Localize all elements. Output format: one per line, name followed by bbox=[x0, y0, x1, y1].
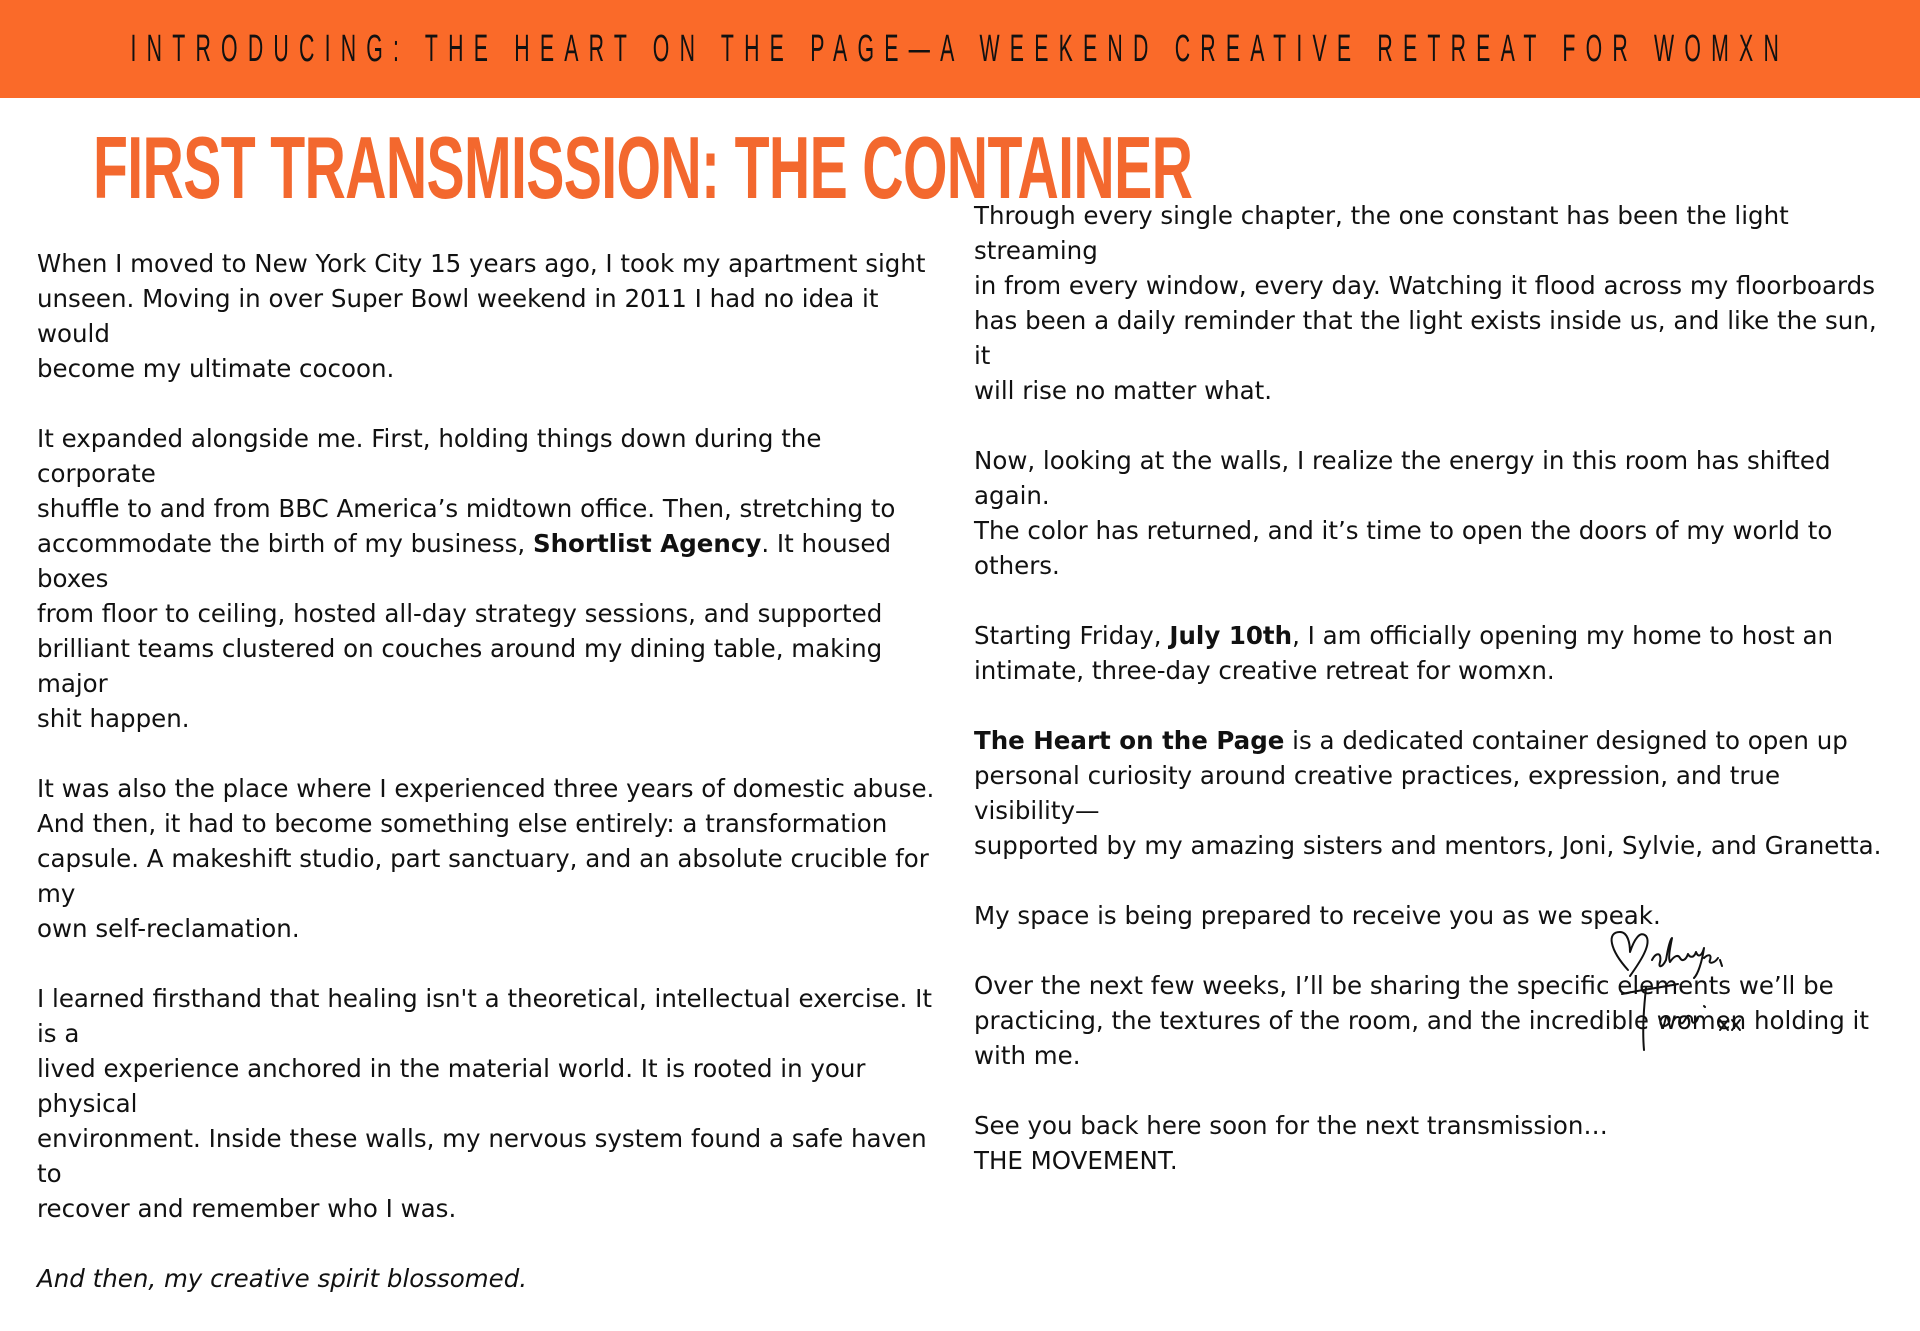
banner-title: INTRODUCING: THE HEART ON THE PAGE—A WEEKEND CREATIVE RETREAT FOR WOMXN bbox=[130, 27, 1790, 70]
paragraph-text: Starting Friday, bbox=[974, 621, 1170, 650]
left-paragraph-1: When I moved to New York City 15 years ago, I took my apartment sight unseen. Moving in over Super Bowl weekend in 2011 I had no idea it would become my ultimate cocoon. bbox=[37, 249, 926, 383]
business-name: Shortlist Agency bbox=[532, 529, 762, 558]
right-paragraph-6: Over the next few weeks, I’ll be sharing the specific elements we’ll be practicing, the textures of the room, and the incredible women holding it with me. bbox=[974, 971, 1869, 1070]
retreat-date: July 10th bbox=[1169, 621, 1293, 650]
right-paragraph-1: Through every single chapter, the one constant has been the light streaming in from every window, every day. Watching it flood across my floorboards has been a daily reminder that the light exists inside us, and like the sun, it will rise no matter what. bbox=[974, 201, 1877, 405]
right-paragraph-5: My space is being prepared to receive you as we speak. bbox=[974, 901, 1661, 930]
paragraph-text: . It housed boxes from floor to ceiling, hosted all-day strategy sessions, and supported brilliant teams clustered on couches around my dining table, making major shit happen. bbox=[37, 529, 891, 733]
right-paragraph-4 bbox=[974, 723, 1884, 863]
paragraph-text: , I am officially opening my home to host an intimate, three-day creative retreat for womxn. bbox=[974, 621, 1834, 685]
top-banner bbox=[0, 0, 1920, 98]
handwritten-signature-heart-icon bbox=[1600, 930, 1780, 1060]
left-paragraph-4: I learned firsthand that healing isn't a theoretical, intellectual exercise. It is a lived experience anchored in the material world. It is rooted in your physical environment. Inside these walls, my nervous system found a safe haven to recover and remember who I was. bbox=[37, 984, 932, 1223]
left-column bbox=[37, 246, 937, 1331]
paragraph-text: is a dedicated container designed to open up personal curiosity around creative practices, expression, and true visibility— supported by my amazing sisters and mentors, Joni, Sylvie, and Granetta. bbox=[974, 726, 1882, 860]
right-paragraph-3 bbox=[974, 618, 1884, 688]
paragraph-text: It expanded alongside me. First, holding things down during the corporate shuffle to and from BBC America’s midtown office. Then, stretching to accommodate the birth of my business, bbox=[37, 424, 896, 558]
left-paragraph-2 bbox=[37, 421, 937, 736]
retreat-name: The Heart on the Page bbox=[974, 726, 1285, 755]
right-paragraph-7: See you back here soon for the next transmission… THE MOVEMENT. bbox=[974, 1111, 1608, 1175]
left-paragraph-5: And then, my creative spirit blossomed. bbox=[37, 1264, 528, 1293]
page-title: FIRST TRANSMISSION: THE CONTAINER bbox=[93, 118, 1193, 217]
right-column bbox=[974, 198, 1884, 1213]
right-paragraph-2: Now, looking at the walls, I realize the energy in this room has shifted again. The color has returned, and it’s time to open the doors of my world to others. bbox=[974, 446, 1833, 580]
left-paragraph-3: It was also the place where I experienced three years of domestic abuse. And then, it had to become something else entirely: a transformation capsule. A makeshift studio, part sanctuary, and an absolute crucible for my own self-reclamation. bbox=[37, 774, 935, 943]
